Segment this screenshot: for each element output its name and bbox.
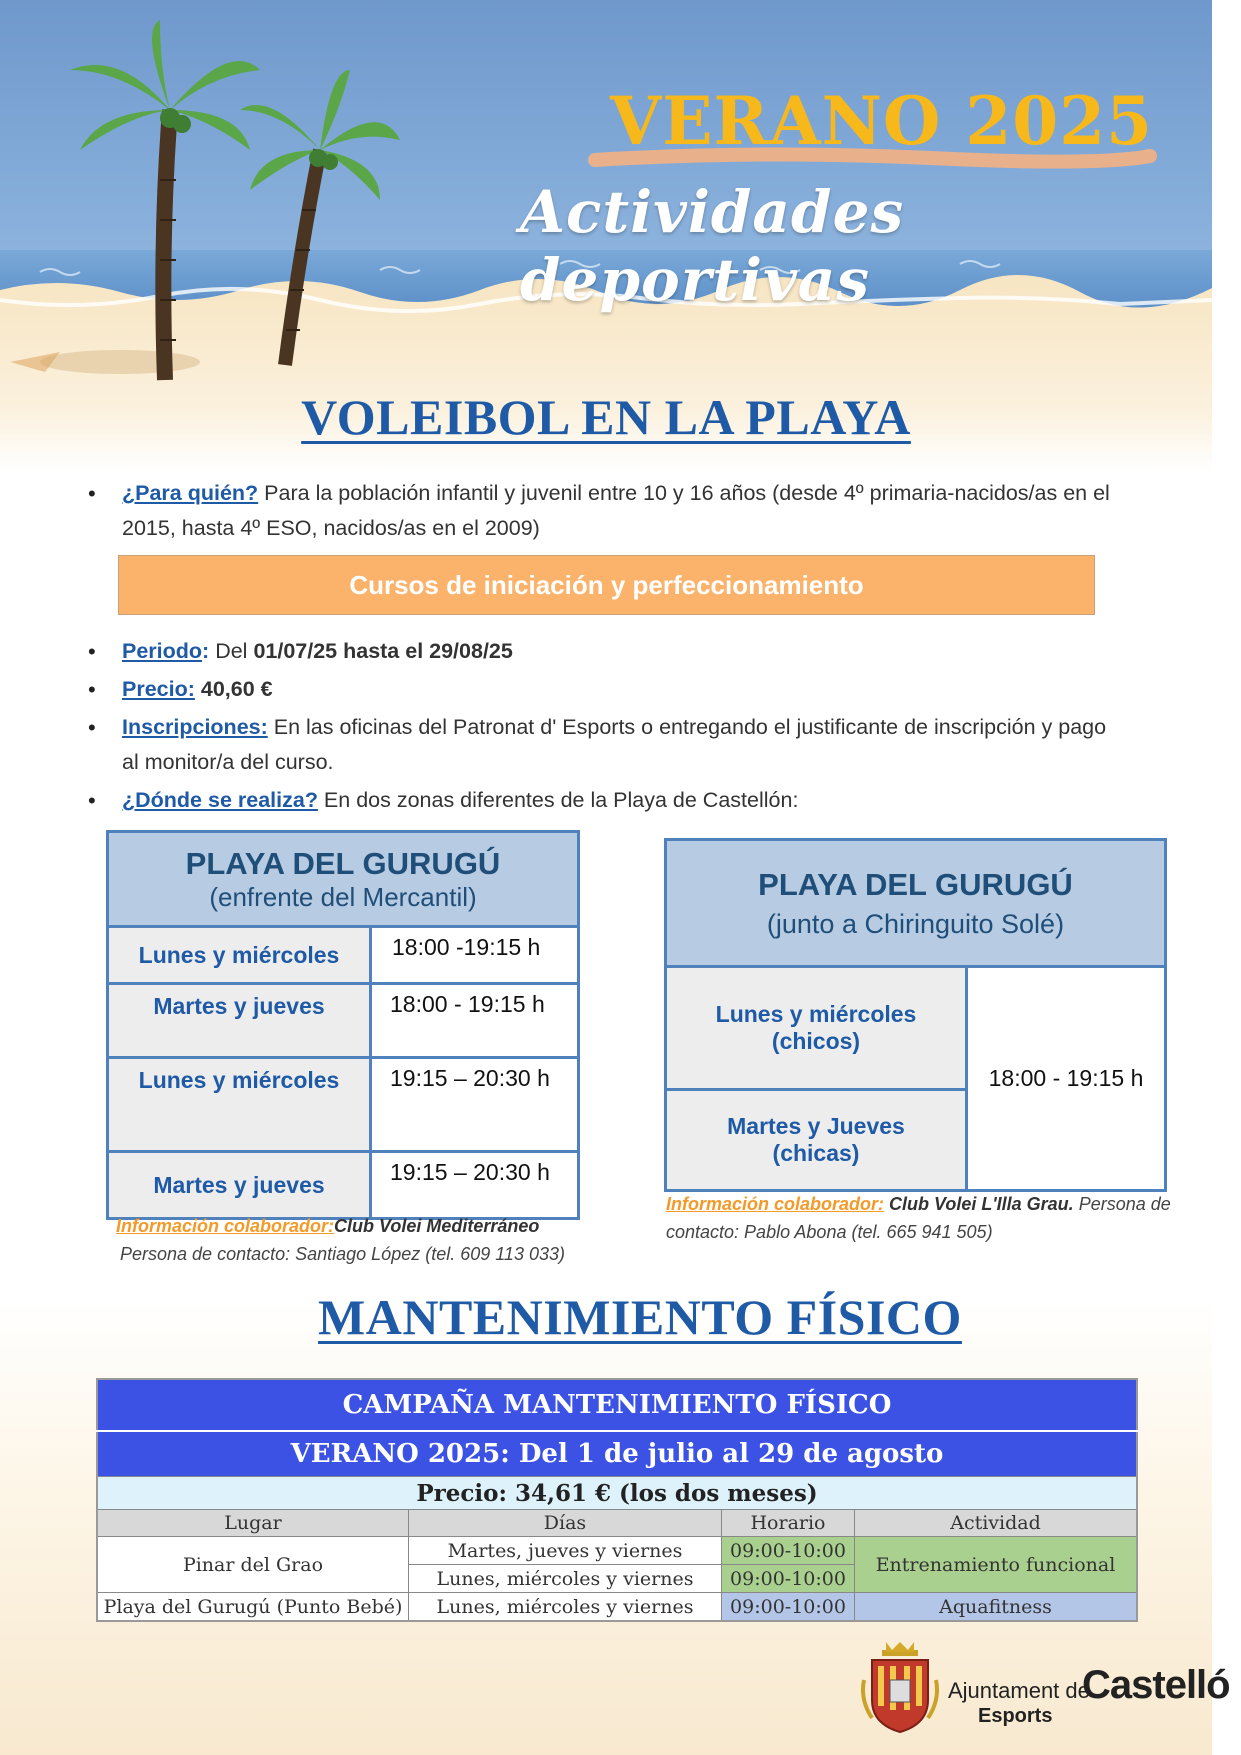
table-title: PLAYA DEL GURUGÚ <box>758 866 1073 902</box>
period-value: 01/07/25 hasta el 29/08/25 <box>253 639 513 663</box>
table-row <box>666 967 1166 1090</box>
collaborator-colon: : <box>328 1216 335 1236</box>
table-title: PLAYA DEL GURUGÚ <box>185 845 501 881</box>
table-row <box>108 984 579 1058</box>
castello-coat-of-arms-icon <box>860 1640 940 1736</box>
period-label: Periodo <box>122 639 203 663</box>
place-cell: Playa del Gurugú (Punto Bebé) <box>97 1593 409 1622</box>
org-name: Ajuntament de <box>948 1678 1090 1703</box>
table-header <box>666 840 1166 967</box>
group-label: (chicos) <box>771 1028 861 1054</box>
registration-label: Inscripciones: <box>122 715 268 739</box>
registration-text: En las oficinas del Patronat d' Esports o entregando el justificante de inscripción y pago al monitor/a del curso. <box>122 715 1107 774</box>
place-cell: Pinar del Grao <box>97 1537 409 1593</box>
target-audience-label: ¿Para quién? <box>122 481 259 505</box>
schedule-table-chiringuito <box>664 838 1167 1192</box>
column-header: Días <box>409 1510 722 1537</box>
period-item <box>88 634 1128 669</box>
table-row <box>108 1152 579 1219</box>
collaborator-contact: Persona de contacto: Santiago López (tel. 609 113 033) <box>120 1244 565 1264</box>
collaborator-club: Club Volei L'Illa Grau. <box>884 1194 1074 1214</box>
column-header: Lugar <box>97 1510 409 1537</box>
fitness-section-title: MANTENIMIENTO FÍSICO <box>318 1289 962 1345</box>
collaborator-info-chiringuito <box>666 1190 1176 1246</box>
location-label: ¿Dónde se realiza? <box>122 788 318 812</box>
day-label: Lunes y miércoles <box>715 1001 917 1027</box>
campaign-title: CAMPAÑA MANTENIMIENTO FÍSICO <box>97 1379 1137 1431</box>
collaborator-contact: Persona de contacto: Pablo Abona (tel. 665 941 505) <box>666 1194 1171 1242</box>
activity-cell: Entrenamiento funcional <box>855 1537 1138 1593</box>
campaign-price: Precio: 34,61 € (los dos meses) <box>97 1477 1137 1510</box>
location-item <box>88 783 1128 818</box>
day-cell <box>666 967 967 1090</box>
campaign-period: VERANO 2025: Del 1 de julio al 29 de agosto <box>97 1431 1137 1477</box>
day-label: Martes y Jueves <box>727 1113 905 1139</box>
courses-banner: Cursos de iniciación y perfeccionamiento <box>118 555 1095 615</box>
org-city: Castelló <box>1082 1663 1230 1707</box>
time-cell: 18:00 - 19:15 h <box>371 984 579 1058</box>
price-label: Precio: <box>122 677 195 701</box>
location-text: En dos zonas diferentes de la Playa de Castellón: <box>317 788 799 812</box>
time-cell: 09:00-10:00 <box>722 1593 855 1622</box>
table-subtitle: (enfrente del Mercantil) <box>209 881 477 912</box>
price-item <box>88 672 1128 707</box>
day-cell <box>666 1090 967 1191</box>
days-cell: Lunes, miércoles y viernes <box>409 1593 722 1622</box>
header-title: VERANO 2025 <box>610 82 1154 160</box>
activity-cell: Aquafitness <box>855 1593 1138 1622</box>
org-department: Esports <box>978 1705 1053 1727</box>
target-audience-list <box>88 476 1128 546</box>
registration-item <box>88 710 1128 780</box>
target-audience-item <box>88 476 1128 546</box>
day-cell: Martes y jueves <box>108 984 371 1058</box>
header-subtitle: Actividades deportivas <box>520 178 905 314</box>
time-cell: 18:00 -19:15 h <box>371 927 579 984</box>
price-value: 40,60 € <box>194 677 273 701</box>
days-cell: Lunes, miércoles y viernes <box>409 1565 722 1593</box>
collaborator-club: Club Volei Mediterráneo <box>334 1216 540 1236</box>
table-row <box>108 1058 579 1152</box>
days-cell: Martes, jueves y viernes <box>409 1537 722 1565</box>
volleyball-section-title: VOLEIBOL EN LA PLAYA <box>301 389 911 445</box>
table-row <box>108 927 579 984</box>
target-audience-text: Para la población infantil y juvenil entre 10 y 16 años (desde 4º primaria-nacidos/as en el 2015, hasta 4º ESO, nacidos/as en el 2009) <box>122 481 1110 540</box>
table-header-row <box>97 1510 1137 1537</box>
table-header <box>108 832 579 927</box>
collaborator-label: Información colaborador <box>116 1216 329 1236</box>
schedule-table-mercantil <box>106 830 580 1220</box>
table-row <box>97 1537 1137 1565</box>
table-row <box>97 1593 1137 1622</box>
group-label: (chicas) <box>772 1140 860 1166</box>
period-prefix: Del <box>209 639 254 663</box>
day-cell: Martes y jueves <box>108 1152 371 1219</box>
course-info-list <box>88 634 1128 818</box>
day-cell: Lunes y miércoles <box>108 927 371 984</box>
period-colon: : <box>202 639 210 663</box>
collaborator-info-mercantil <box>116 1212 565 1268</box>
time-cell: 09:00-10:00 <box>722 1565 855 1593</box>
collaborator-label: Información colaborador: <box>666 1194 885 1214</box>
column-header: Horario <box>722 1510 855 1537</box>
time-cell: 19:15 – 20:30 h <box>371 1058 579 1152</box>
time-cell: 09:00-10:00 <box>722 1537 855 1565</box>
fitness-campaign-table <box>96 1378 1138 1622</box>
time-cell: 19:15 – 20:30 h <box>371 1152 579 1219</box>
time-cell: 18:00 - 19:15 h <box>967 967 1166 1191</box>
table-subtitle: (junto a Chiringuito Solé) <box>766 908 1065 939</box>
column-header: Actividad <box>855 1510 1138 1537</box>
day-cell: Lunes y miércoles <box>108 1058 371 1152</box>
